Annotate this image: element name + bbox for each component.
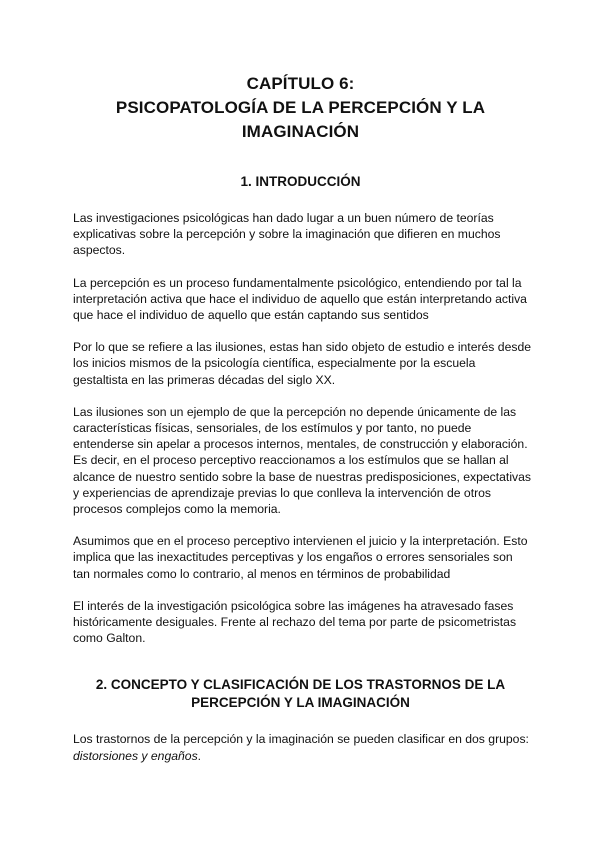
section-heading-concepto — [73, 676, 528, 712]
chapter-title — [73, 72, 528, 144]
section-heading-text: 1. INTRODUCCIÓN — [240, 174, 361, 189]
paragraph-line-italic-end — [73, 748, 528, 764]
paragraph-line: como Galton. — [73, 631, 146, 646]
paragraph-line: Asumimos que en el proceso perceptivo intervienen el juicio y la interpretación. Esto — [73, 534, 528, 549]
paragraph-4 — [73, 404, 531, 517]
paragraph-line: Las ilusiones son un ejemplo de que la percepción no depende únicamente de las — [73, 404, 517, 419]
paragraph-3 — [73, 339, 531, 388]
paragraph-line: históricamente desiguales. Frente al rechazo del tema por parte de psicometristas — [73, 615, 517, 630]
paragraph-line: implica que las inexactitudes perceptivas y los engaños o errores sensoriales son — [73, 550, 513, 565]
paragraph-6 — [73, 598, 528, 647]
section-heading-line-1: 2. CONCEPTO Y CLASIFICACIÓN DE LOS TRASTORNOS DE LA — [95, 677, 506, 693]
paragraph-line: La percepción es un proceso fundamentalmente psicológico, entendiendo por tal la — [73, 275, 522, 290]
italic-term: distorsiones y engaños — [73, 748, 198, 763]
paragraph-line: características físicas, sensoriales, de los estímulos y por tanto, no puede — [73, 421, 472, 436]
chapter-title-line-2: IMAGINACIÓN — [241, 122, 360, 141]
paragraph-line: Los trastornos de la percepción y la imaginación se pueden clasificar en dos grupos: — [73, 732, 529, 747]
paragraph-7 — [73, 731, 528, 763]
paragraph-line: El interés de la investigación psicológica sobre las imágenes ha atravesado fases — [73, 598, 514, 613]
paragraph-line: entenderse sin apelar a procesos internos, mentales, de construcción y elaboración. — [73, 437, 528, 452]
paragraph-line: Las investigaciones psicológicas han dado lugar a un buen número de teorías — [73, 211, 494, 225]
period: . — [197, 748, 202, 763]
paragraph-line: alcance de nuestro sentido sobre la base de nuestras predisposiciones, expectativas — [73, 469, 531, 484]
chapter-title-line-1: PSICOPATOLOGÍA DE LA PERCEPCIÓN Y LA — [115, 98, 486, 117]
section-heading-line-2: PERCEPCIÓN Y LA IMAGINACIÓN — [191, 695, 410, 711]
paragraph-line: gestaltista en las primeras décadas del siglo XX. — [73, 372, 336, 387]
paragraph-line: Por lo que se refiere a las ilusiones, estas han sido objeto de estudio e interés desde — [73, 340, 531, 355]
paragraph-line: tan normales como lo contrario, al menos en términos de probabilidad — [73, 566, 451, 581]
paragraph-5 — [73, 533, 528, 582]
paragraph-line: los inicios mismos de la psicología científica, especialmente por la escuela — [73, 356, 476, 371]
paragraph-line: y experiencias de aprendizaje previas lo que conlleva la intervención de otros — [73, 485, 492, 500]
section-heading-introduccion — [73, 173, 528, 191]
paragraph-line: interpretación activa que hace el individuo de aquello que están interpretando activa — [73, 291, 527, 306]
paragraph-2 — [73, 275, 528, 324]
paragraph-line: Es decir, en el proceso perceptivo reaccionamos a los estímulos que se hallan al — [73, 453, 509, 468]
paragraph-line: procesos complejos como la memoria. — [73, 502, 281, 517]
paragraph-line: que hace el individuo de aquello que están captando sus sentidos — [73, 308, 429, 323]
paragraph-line: explicativas sobre la percepción y sobre la imaginación que difieren en muchos — [73, 227, 501, 242]
chapter-number: CAPÍTULO 6: — [246, 74, 355, 93]
paragraph-line: aspectos. — [73, 243, 126, 258]
paragraph-1 — [73, 210, 528, 259]
